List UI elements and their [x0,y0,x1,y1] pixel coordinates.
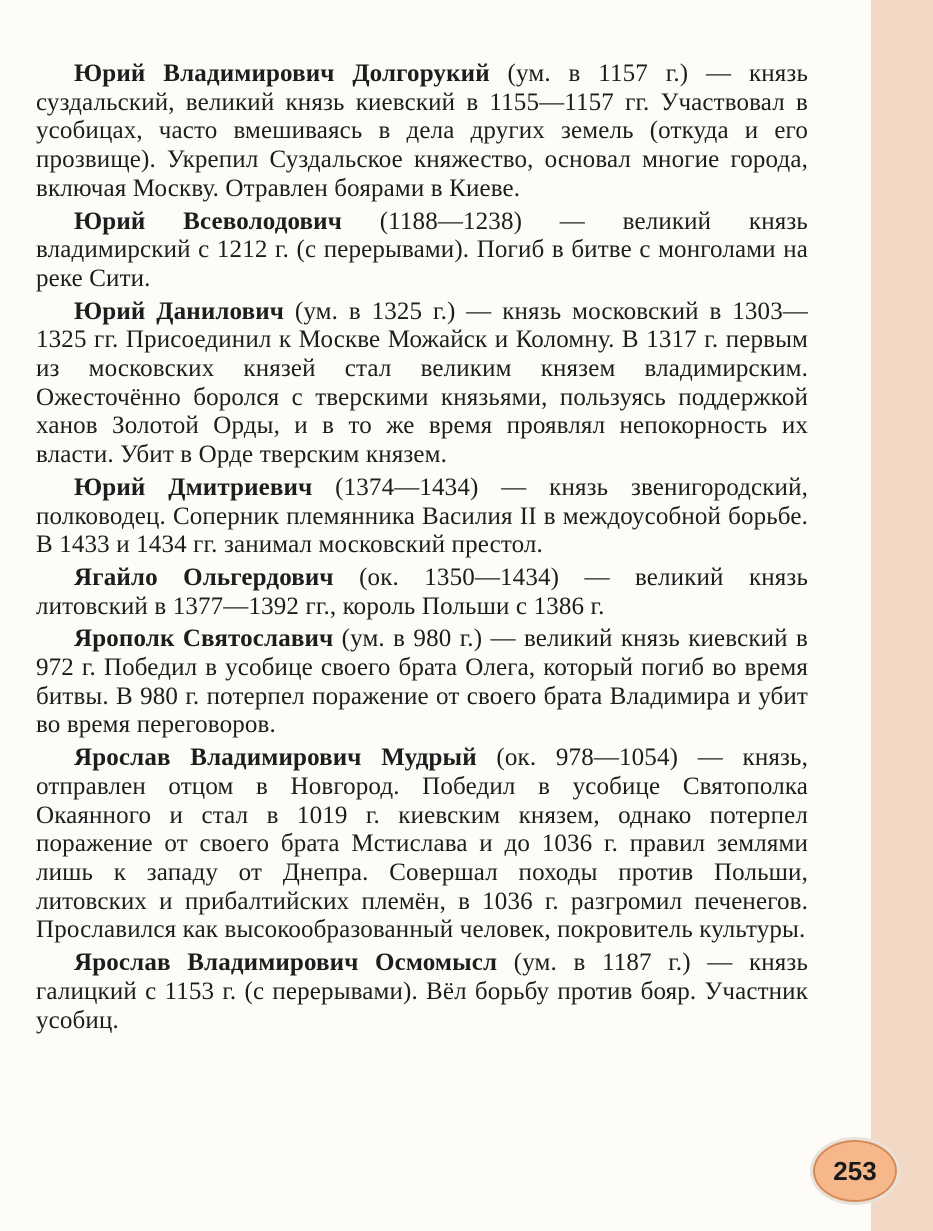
glossary-text [36,60,808,1039]
entry-yuri-danilovich [36,298,808,470]
entry-text: (1188—1238) — великий князь владимирский с 1212 г. (с перерывами). Погиб в битве с монголами на реке Сити. [36,207,808,292]
entry-name: Ягайло Ольгердович [74,563,334,591]
entry-yagailo [36,564,808,621]
entry-text: (ум. в 1157 г.) — князь суздальский, великий князь киевский в 1155—1157 гг. Участвовал в усобицах, часто вмешиваясь в дела других земель (откуда и его прозвище). Укрепил Суздальское княжество, основал многие города, включая Москву. Отравлен боярами в Киеве. [36,60,808,202]
entry-name: Ярослав Владимирович Мудрый [74,744,477,772]
entry-name: Ярослав Владимирович Осмомысл [74,949,498,977]
entry-text: (ум. в 1187 г.) — князь галицкий с 1153 г. (с перерывами). Вёл борьбу против бояр. Участник усобиц. [36,949,808,1034]
entry-text: (ок. 1350—1434) — великий князь литовский в 1377—1392 гг., король Польши с 1386 г. [36,563,808,620]
entry-text: (ум. в 980 г.) — великий князь киевский в 972 г. Победил в усобице своего брата Олега, который погиб во время битвы. В 980 г. потерпел поражение от своего брата Владимира и убит во время переговоров. [36,625,808,739]
entry-yuri-dmitrievich [36,474,808,560]
entry-name: Юрий Данилович [74,297,285,325]
entry-text: (ум. в 1325 г.) — князь московский в 1303—1325 гг. Присоединил к Москве Можайск и Коломну. В 1317 г. первым из московских князей стал великим князем владимирским. Ожесточённо боролся с тверскими князьями, пользуясь поддержкой ханов Золотой Орды, и в то же время проявлял непокорность их власти. Убит в Орде тверским князем. [36,297,808,469]
page-edge-band [871,0,933,1231]
entry-yuri-dolgoruky [36,60,808,204]
entry-yaroslav-mudry [36,744,808,945]
entry-yaropolk [36,625,808,740]
page-number-badge [810,1137,900,1205]
entry-text: (1374—1434) — князь звенигородский, полководец. Соперник племянника Василия II в междоусобной борьбе. В 1433 и 1434 гг. занимал московский престол. [36,473,808,559]
entry-name: Ярополк Святославич [74,625,334,653]
page-number: 253 [833,1155,877,1186]
entry-name: Юрий Владимирович Долгорукий [74,60,490,87]
entry-name: Юрий Дмитриевич [74,473,313,501]
entry-name: Юрий Всеволодович [74,207,342,235]
entry-text: (ок. 978—1054) — князь, отправлен отцом в Новгород. Победил в усобице Святополка Окаянного и стал в 1019 г. киевским князем, однако потерпел поражение от своего брата Мстислава и до 1036 г. правил землями лишь к западу от Днепра. Совершал походы против Польши, литовских и прибалтийских племён, в 1036 г. разгромил печенегов. Прославился как высокообразованный человек, покровитель культуры. [36,744,808,944]
entry-yuri-vsevolodovich [36,208,808,294]
entry-yaroslav-osmomysl [36,949,808,1035]
